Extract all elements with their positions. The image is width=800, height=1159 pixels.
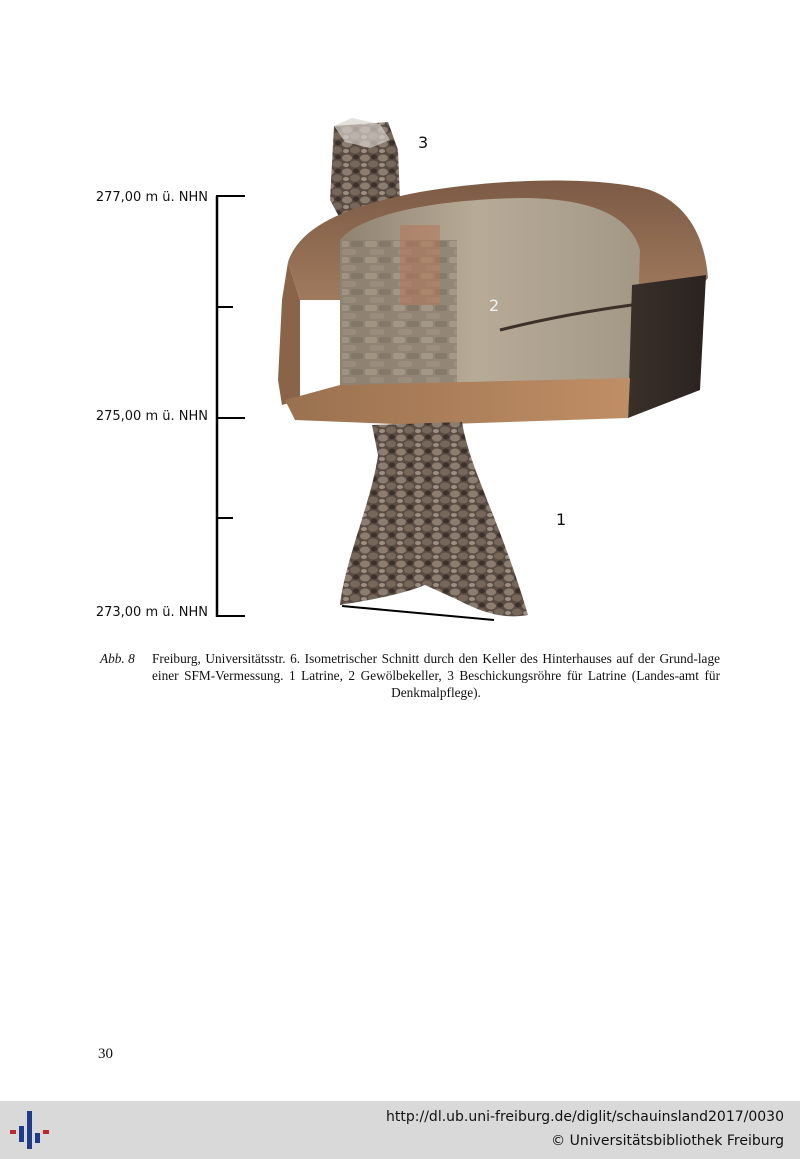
scale-label-bottom: 273,00 m ü. NHN (95, 605, 208, 620)
footer-bar (0, 1101, 800, 1159)
document-url-link[interactable]: http://dl.ub.uni-freiburg.de/diglit/schauinsland2017/0030 (386, 1109, 784, 1125)
marker-vault-cellar: 2 (489, 296, 500, 315)
library-logo-icon (10, 1109, 50, 1151)
figure-caption (100, 650, 720, 701)
caption-text: Freiburg, Universitätsstr. 6. Isometrischer Schnitt durch den Keller des Hinterhauses auf der Grund-lage einer SFM-Vermessung. 1 Latrine, 2 Gewölbekeller, 3 Beschickungsröhre für Latrine (Landes-amt für Denkmalpflege). (152, 651, 720, 700)
scale-label-top: 277,00 m ü. NHN (95, 190, 208, 205)
marker-feed-pipe: 3 (418, 133, 429, 152)
scale-label-middle: 275,00 m ü. NHN (95, 409, 208, 424)
marker-latrine: 1 (556, 510, 567, 529)
page-number: 30 (98, 1046, 113, 1062)
caption-label: Abb. 8 (100, 651, 135, 666)
latrine-structure (340, 422, 528, 620)
copyright-notice: © Universitätsbibliothek Freiburg (551, 1133, 784, 1149)
height-scale-bar (216, 196, 245, 617)
